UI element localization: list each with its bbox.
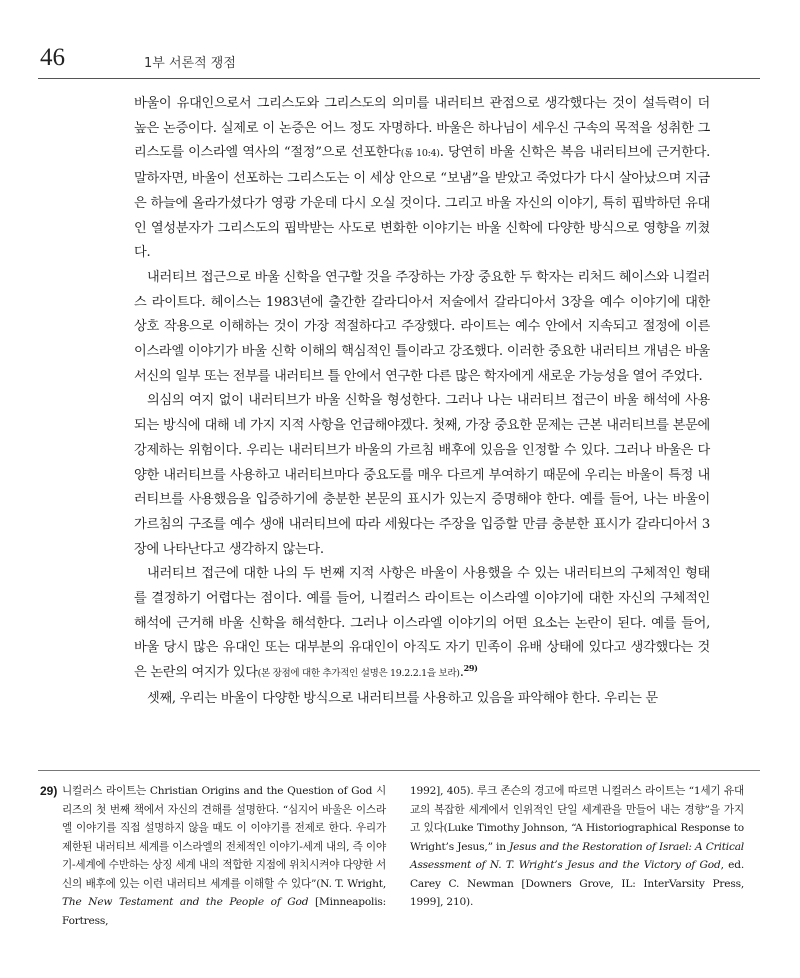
footnote-number: 29) <box>40 784 58 798</box>
paragraph-4-text-end: . <box>459 665 464 681</box>
paragraph-1 <box>134 92 710 266</box>
paragraph-4 <box>134 562 710 687</box>
footnote-book-title: The New Testament and the People of God <box>62 896 309 908</box>
paragraph-2: 내러티브 접근으로 바울 신학을 연구할 것을 주장하는 가장 중요한 두 학자는 리처드 헤이스와 니컬러스 라이트다. 헤이스는 1983년에 출간한 갈라디아서 저술에서 갈라디아서 3장을 예수 이야기에 대한 상호 작용으로 이해하는 것이 가장 적절하다고 주장했다. 라이트는 예수 안에서 지속되고 절정에 이른 이스라엘 이야기가 바울 신학 이해의 핵심적인 틀이라고 강조했다. 이러한 중요한 내러티브 개념은 바울 서신의 일부 또는 전부를 내러티브 틀 안에서 연구한 다른 많은 학자에게 새로운 가능성을 열어 주었다. <box>134 269 710 384</box>
footnote-right-text-end: , ed. Carey C. Newman [Downers Grove, IL: InterVarsity Press, 1999], 210). <box>410 859 745 908</box>
footnote-right-text: 1992], 405). 루크 존슨의 경고에 따르면 니컬러스 라이트는 “1세기 유대교의 복잡한 세계에서 인위적인 단일 세계관을 만들어 내는 경향”을 가지고 있다(Luke Timothy Johnson, “A Historiographical Response to Wright’s Jesus,” in <box>410 785 744 853</box>
footnote-left-column <box>62 782 386 930</box>
footnote-right-column <box>410 782 744 912</box>
paragraph-1-text: 바울이 유대인으로서 그리스도와 그리스도의 의미를 내러티브 관점으로 생각했다는 것이 설득력이 더 높은 논증이다. 실제로 이 논증은 어느 정도 자명하다. 바울은 하나님이 세우신 구속의 목적을 성취한 그리스도를 이스라엘 역사의 “절정”으로 선포한다 <box>134 96 710 161</box>
page-number: 46 <box>40 44 65 71</box>
body-text <box>134 92 710 712</box>
footnote-left-text: 니컬러스 라이트는 Christian Origins and the Question of God 시리즈의 첫 번째 책에서 자신의 견해를 설명한다. “심지어 바울은 이스라엘 이야기를 직접 설명하지 않을 때도 이 이야기를 전제로 한다. 우리가 제한된 내러티브 세계를 이스라엘의 전체적인 이야기-세계 내의, 즉 이야기-세계에 수반하는 상징 세계 내의 적합한 지점에 위치시켜야 다양한 서신의 배후에 있는 이런 내러티브 세계를 이해할 수 있다”(N. T. Wright, <box>62 785 386 890</box>
footnote-book-title-2: Jesus and the Restoration of Israel: A Critical Assessment of N. T. Wright’s Jesus and the Victory of God <box>410 840 744 871</box>
paragraph-4-text: 내러티브 접근에 대한 나의 두 번째 지적 사항은 바울이 사용했을 수 있는 내러티브의 구체적인 형태를 결정하기 어렵다는 점이다. 예를 들어, 니컬러스 라이트는 이스라엘 이야기에 대한 자신의 구체적인 해석에 근거해 바울 신학을 해석한다. 그러나 이스라엘 이야기의 어떤 요소는 논란이 된다. 예를 들어, 바울 당시 많은 유대인 또는 대부분의 유대인이 아직도 자기 민족이 유배 상태에 있다고 생각했다는 것은 논란의 여지가 있다 <box>134 566 710 681</box>
paragraph-5: 셋째, 우리는 바울이 다양한 방식으로 내러티브를 사용하고 있음을 파악해야 한다. 우리는 문 <box>147 690 658 706</box>
paragraph-1-text-end: . 당연히 바울 신학은 복음 내러티브에 근거한다. 말하자면, 바울이 선포하는 그리스도는 이 세상 안으로 “보냄”을 받았고 죽었다가 다시 살아났으며 지금은 하늘에 올라가셨다가 영광 가운데 다시 오실 것이다. 그리고 바울 자신의 이야기, 특히 핍박하던 유대인 열성분자가 그리스도의 핍박받는 사도로 변화한 이야기는 바울 신학에 다양한 방식으로 영향을 끼쳤다. <box>134 145 711 261</box>
paragraph-3: 의심의 여지 없이 내러티브가 바울 신학을 형성한다. 그러나 나는 내러티브 접근이 바울 해석에 사용되는 방식에 대해 네 가지 지적 사항을 언급해야겠다. 첫째, 가장 중요한 문제는 근본 내러티브를 본문에 강제하는 위험이다. 우리는 내러티브가 바울의 가르침 배후에 있음을 인정할 수 있다. 그러나 바울은 다양한 내러티브를 사용하고 내러티브마다 중요도를 매우 다르게 부여하기 때문에 우리는 바울이 특정 내러티브를 사용했음을 입증하기에 충분한 본문의 표시가 있는지 증명해야 한다. 예를 들어, 나는 바울이 가르침의 구조를 예수 생애 내러티브에 따라 세웠다는 주장을 입증할 만큼 충분한 표시가 갈라디아서 3장에 나타난다고 생각하지 않는다. <box>134 393 710 557</box>
header-rule <box>38 78 760 79</box>
footnote-reference[interactable]: 29) <box>463 663 478 674</box>
running-head: 1부 서론적 쟁점 <box>144 56 236 71</box>
cross-reference-note: (본 장점에 대한 추가적인 설명은 19.2.2.1을 보라) <box>257 668 460 680</box>
scripture-reference: (롬 10:4) <box>400 148 440 160</box>
footnote-left-text-end: [Minneapolis: Fortress, <box>62 896 386 927</box>
footnote-rule <box>38 770 760 771</box>
